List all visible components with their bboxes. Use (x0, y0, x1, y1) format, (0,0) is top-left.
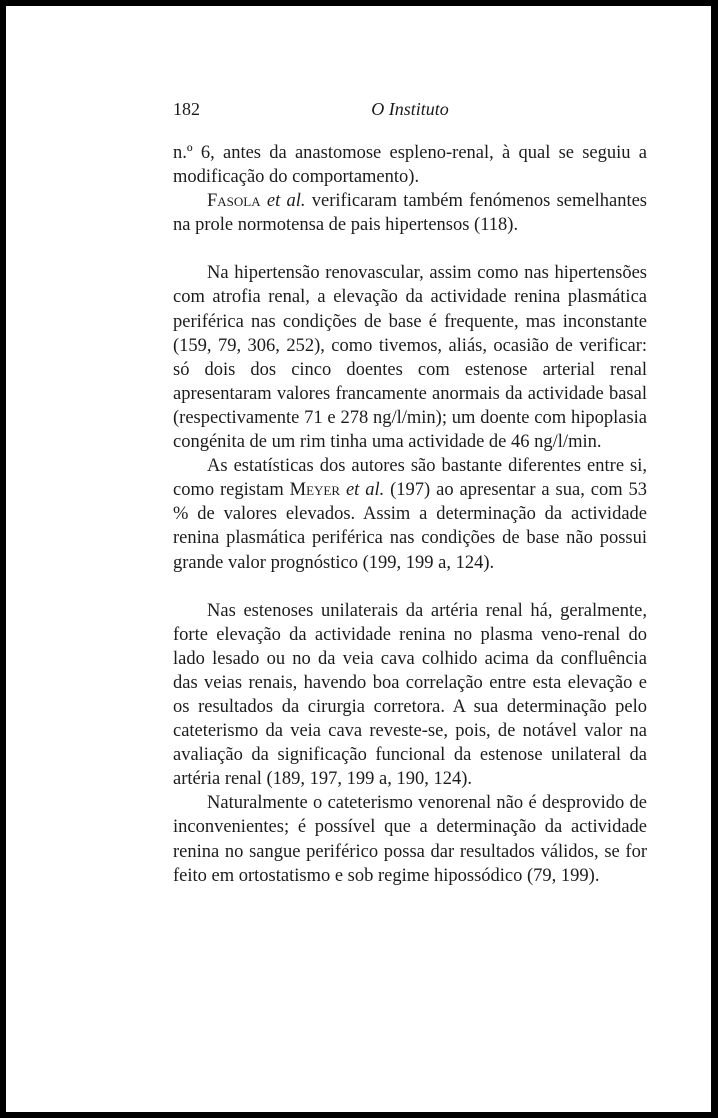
paragraph-text: (197) ao apresentar a sua, com 53 % de valores elevados. Assim a determinação da actividade renina plasmática periférica nas condições de base não possui grande valor prognóstico (199, 199 a, 124). (173, 480, 648, 573)
paragraph-continuation: n.º 6, antes da anastomose espleno-renal, à qual se seguiu a modificação do comportamento). (173, 143, 647, 188)
paragraph-text: verificaram também fenómenos semelhantes na prole normotensa de pais hipertensos (118). (173, 191, 647, 236)
running-title: O Instituto (371, 99, 449, 119)
paragraph-renovascular: Na hipertensão renovascular, assim como nas hipertensões com atrofia renal, a elevação da actividade renina plasmática periférica nas condições de base é frequente, mas inconstante (159, 79, 306, 252), como tivemos, aliás, ocasião de verificar: só dois dos cinco doentes com estenose arterial renal apresentaram valores francamente anormais da actividade basal (respectivamente 71 e 278 ng/l/min); um doente com hipoplasia congénita de um rim tinha uma actividade de 46 ng/l/min. (173, 263, 647, 453)
paragraph-cateterismo: Naturalmente o cateterismo venorenal não é desprovido de inconvenientes; é possível que a determinação da actividade renina no sangue periférico possa dar resultados válidos, se for feito em ortostatismo e sob regime hipossódico (79, 199). (173, 793, 647, 886)
book-page (6, 6, 711, 1112)
paragraph-fasola (173, 189, 647, 237)
paragraph-gap (173, 575, 647, 599)
page-number: 182 (173, 99, 200, 119)
author-name: Fasola (207, 191, 261, 212)
paragraph-estenoses: Nas estenoses unilaterais da artéria renal há, geralmente, forte elevação da actividade renina no plasma veno-renal do lado lesado ou no da veia cava colhido acima da confluência das veias renais, havendo boa correlação entre esta elevação e os resultados da cirurgia corretora. A sua determinação pelo cateterismo da veia cava reveste-se, pois, de notável valor na avaliação da significação funcional da estenose unilateral da artéria renal (189, 197, 199 a, 190, 124). (173, 600, 647, 790)
page-header (173, 99, 647, 123)
body-text (173, 141, 647, 888)
et-al: et al. (345, 480, 385, 501)
et-al: et al. (266, 191, 306, 212)
paragraph-text: As estatísticas dos autores são bastante diferentes entre si, como registam (173, 456, 647, 501)
author-name: Meyer (289, 480, 341, 501)
paragraph-gap (173, 237, 647, 261)
paragraph-estatisticas (173, 454, 647, 574)
